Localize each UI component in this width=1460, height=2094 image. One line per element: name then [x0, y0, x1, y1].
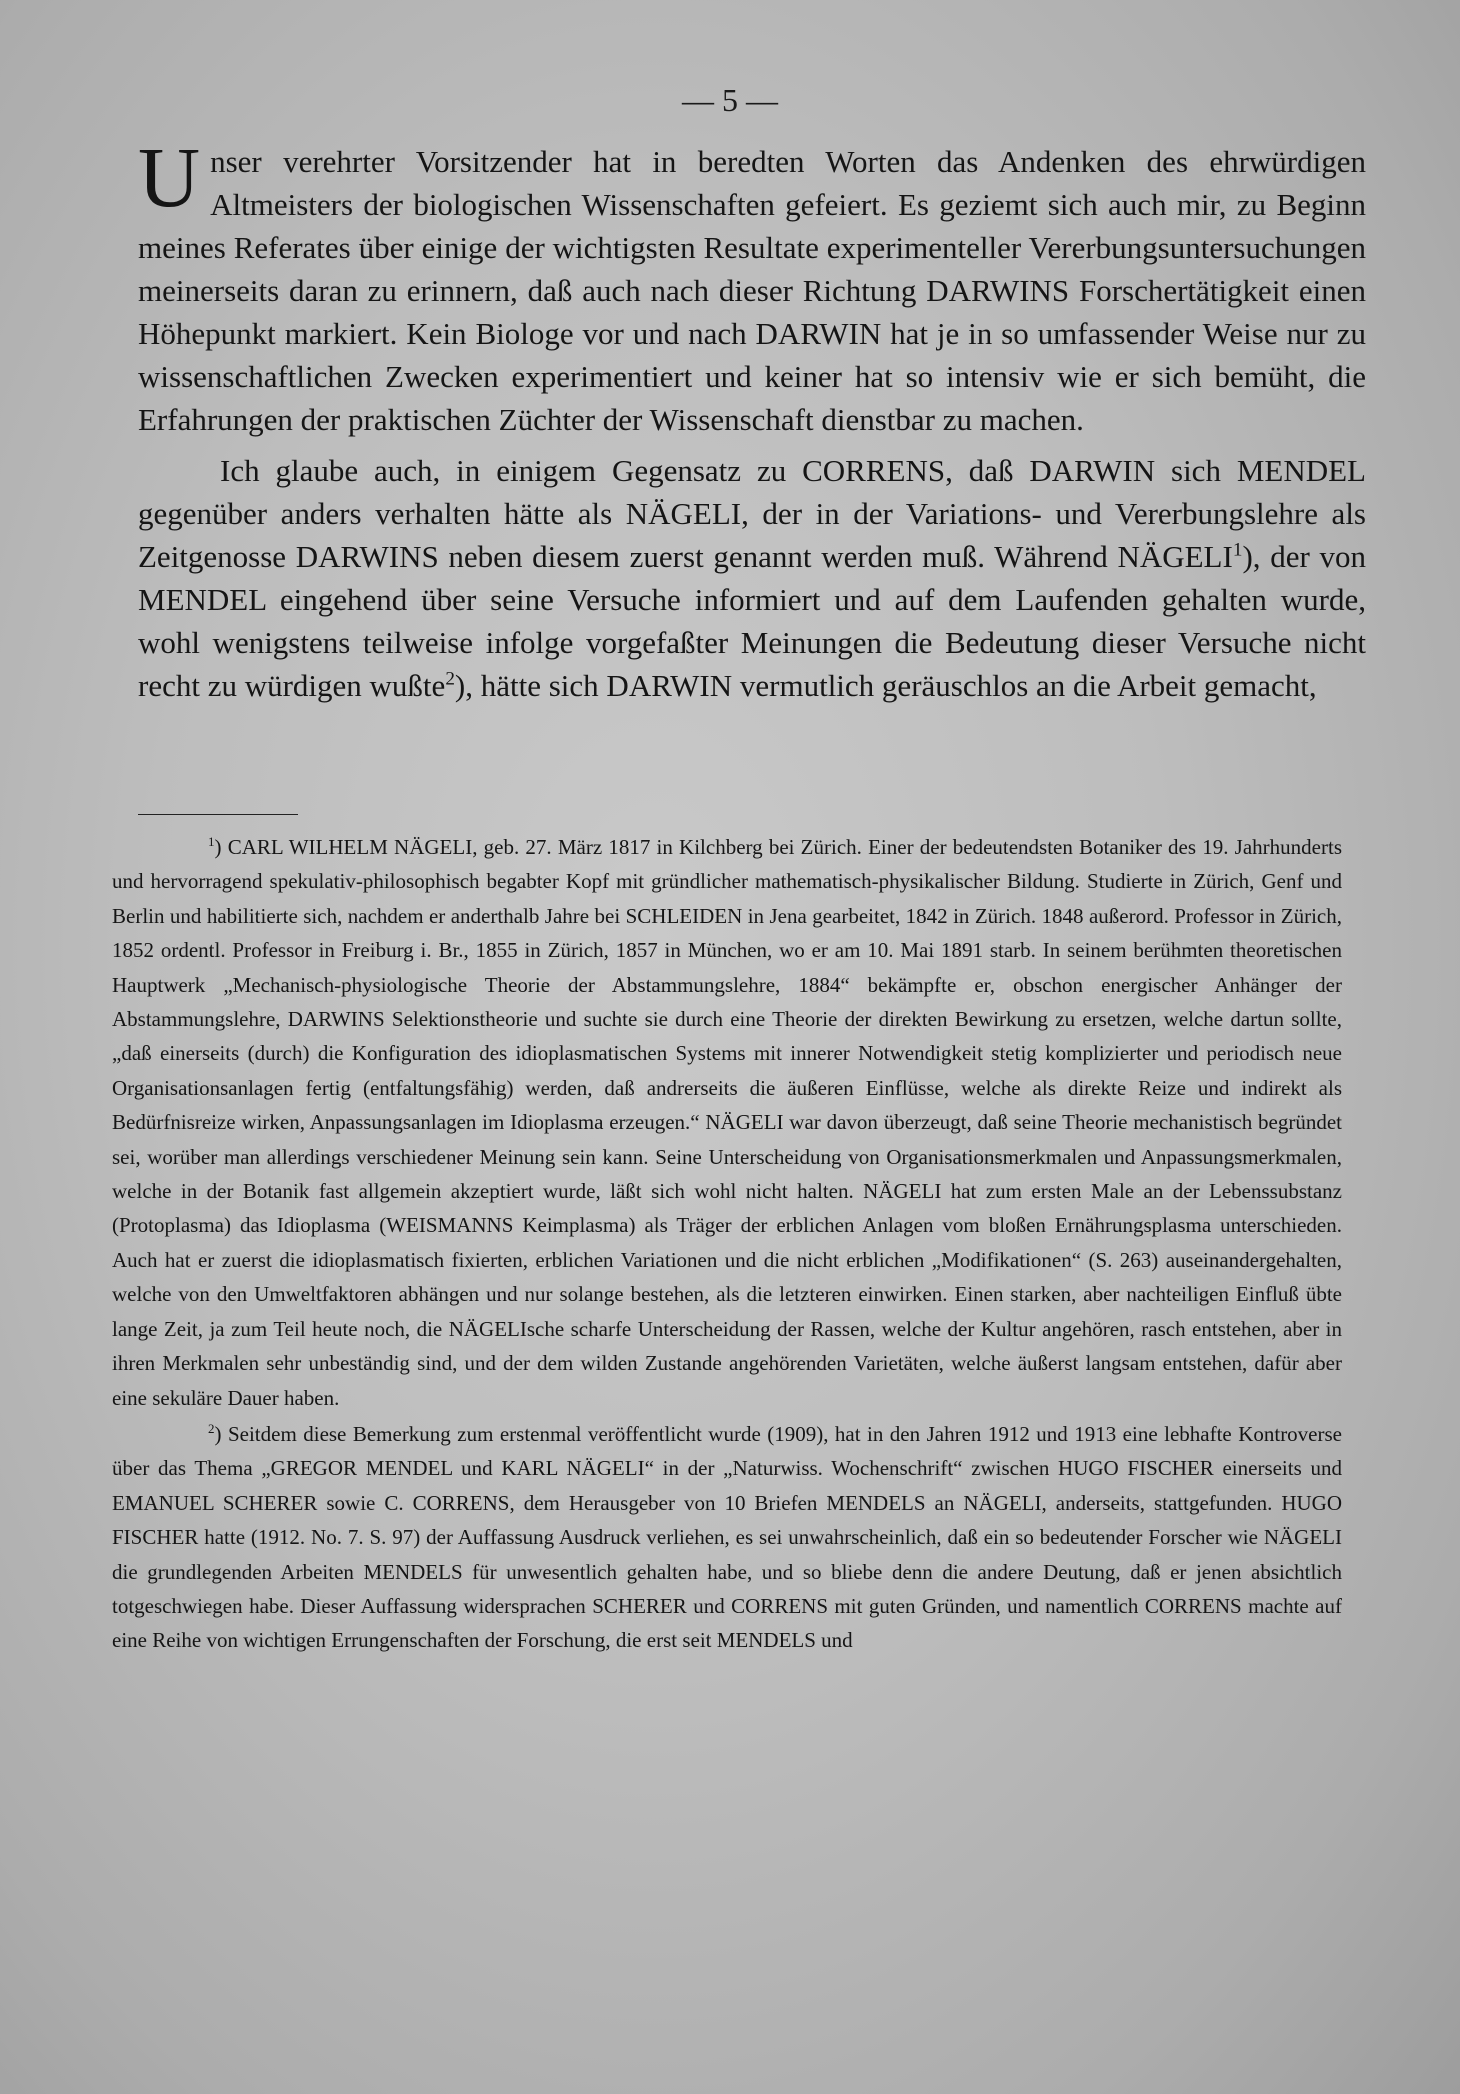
- footnote-1-text: ) CARL WILHELM NÄGELI, geb. 27. März 1817 in Kilchberg bei Zürich. Einer der bedeutendsten Botaniker des 19. Jahrhunderts und hervorragend spekulativ-philosophisch begabter Kopf mit gründlicher mathematisch-physikalischer Bildung. Studierte in Zürich, Genf und Berlin und habilitierte sich, nachdem er anderthalb Jahre bei SCHLEIDEN in Jena gearbeitet, 1842 in Zürich. 1848 außerord. Professor in Zürich, 1852 ordentl. Professor in Freiburg i. Br., 1855 in Zürich, 1857 in München, wo er am 10. Mai 1891 starb. In seinem berühmten theoretischen Hauptwerk „Mechanisch-physiologische Theorie der Abstammungslehre, 1884“ bekämpfte er, obschon energischer Anhänger der Abstammungslehre, DARWINS Selektionstheorie und suchte sie durch eine Theorie der direkten Bewirkung zu ersetzen, welche dartun sollte, „daß einerseits (durch) die Konfiguration des idioplasmatischen Systems mit innerer Notwendigkeit stetig komplizierter und periodisch neue Organisationsanlagen fertig (entfaltungsfähig) werden, daß andrerseits die äußeren Einflüsse, welche als direkte Reize und indirekt als Bedürfnisreize wirken, Anpassungsanlagen im Idioplasma erzeugen.“ NÄGELI war davon überzeugt, daß seine Theorie mechanistisch begründet sei, worüber man allerdings verschiedener Meinung sein kann. Seine Unterscheidung von Organisationsmerkmalen und Anpassungsmerkmalen, welche in der Botanik fast allgemein akzeptiert wurde, läßt sich wohl nicht halten. NÄGELI hat zum ersten Male an der Lebenssubstanz (Protoplasma) das Idioplasma (WEISMANNS Keimplasma) als Träger der erblichen Anlagen vom bloßen Ernährungsplasma unterschieden. Auch hat er zuerst die idioplasmatisch fixierten, erblichen Variationen und die nicht erblichen „Modifikationen“ (S. 263) auseinandergehalten, welche von den Umweltfaktoren abhängen und nur solange bestehen, als die letzteren einwirken. Einen starken, aber nachteiligen Einfluß übte lange Zeit, ja zum Teil heute noch, die NÄGELIsche scharfe Unterscheidung der Rassen, welche der Kultur angehören, rasch entstehen, aber in ihren Merkmalen sehr unbeständig sind, und der dem wilden Zustande angehörenden Varietäten, welche äußerst langsam entstehen, dafür aber eine sekuläre Dauer haben.: [112, 835, 1342, 1410]
- main-text: [138, 129, 1366, 707]
- paragraph-2-part-b: ), der von MENDEL eingehend über seine Versuche informiert und auf dem Laufenden gehalten wurde, wohl wenigstens teilweise infolge vorgefaßter Meinungen die Bedeutung dieser Versuche nicht recht zu würdigen wußte: [138, 539, 1366, 703]
- footnote-ref-1: 1: [1232, 539, 1243, 561]
- paragraph-2-part-a: Ich glaube auch, in einigem Gegensatz zu CORRENS, daß DARWIN sich MENDEL gegenüber anders verhalten hätte als NÄGELI, der in der Variations- und Vererbungslehre als Zeitgenosse DARWINS neben diesem zuerst genannt werden muß. Während NÄGELI: [138, 453, 1366, 574]
- paragraph-1-text: nser verehrter Vorsitzender hat in beredten Worten das Andenken des ehrwürdigen Altmeisters der biologischen Wissenschaften gefeiert. Es geziemt sich auch mir, zu Beginn meines Referates über einige der wichtigsten Resultate experimenteller Vererbungsuntersuchungen meinerseits daran zu erinnern, daß auch nach dieser Richtung DARWINS Forschertätigkeit einen Höhepunkt markiert. Kein Biologe vor und nach DARWIN hat je in so umfassender Weise nur zu wissenschaftlichen Zwecken experimentiert und keiner hat so intensiv wie er sich bemüht, die Erfahrungen der praktischen Züchter der Wissenschaft dienstbar zu machen.: [138, 144, 1366, 437]
- paragraph-1: [138, 129, 1366, 441]
- page-number: — 5 —: [682, 82, 778, 118]
- paragraph-2-part-c: ), hätte sich DARWIN vermutlich geräuschlos an die Arbeit gemacht,: [454, 668, 1317, 703]
- footnote-1-marker: 1: [208, 834, 215, 849]
- footnote-ref-2: 2: [445, 668, 455, 690]
- paragraph-2: [138, 449, 1366, 707]
- footnote-1: [112, 830, 1342, 1415]
- footnote-2: [112, 1417, 1342, 1658]
- footnotes: [112, 830, 1342, 1658]
- footnote-2-marker: 2: [208, 1420, 215, 1436]
- footnote-divider: [138, 814, 298, 815]
- drop-cap: U: [138, 129, 201, 225]
- footnote-2-text: ) Seitdem diese Bemerkung zum erstenmal veröffentlicht wurde (1909), hat in den Jahren 1912 und 1913 eine lebhafte Kontroverse über das Thema „GREGOR MENDEL und KARL NÄGELI“ in der „Naturwiss. Wochenschrift“ zwischen HUGO FISCHER einerseits und EMANUEL SCHERER sowie C. CORRENS, dem Herausgeber von 10 Briefen MENDELS an NÄGELI, anderseits, stattgefunden. HUGO FISCHER hatte (1912. No. 7. S. 97) der Auffassung Ausdruck verliehen, es sei unwahrscheinlich, daß ein so bedeutender Forscher wie NÄGELI die grundlegenden Arbeiten MENDELS für unwesentlich gehalten habe, und so bliebe denn die andere Deutung, daß er jenen absichtlich totgeschwiegen habe. Dieser Auffassung widersprachen SCHERER und CORRENS mit guten Gründen, und namentlich CORRENS machte auf eine Reihe von wichtigen Errungenschaften der Forschung, die erst seit MENDELS und: [112, 1421, 1342, 1653]
